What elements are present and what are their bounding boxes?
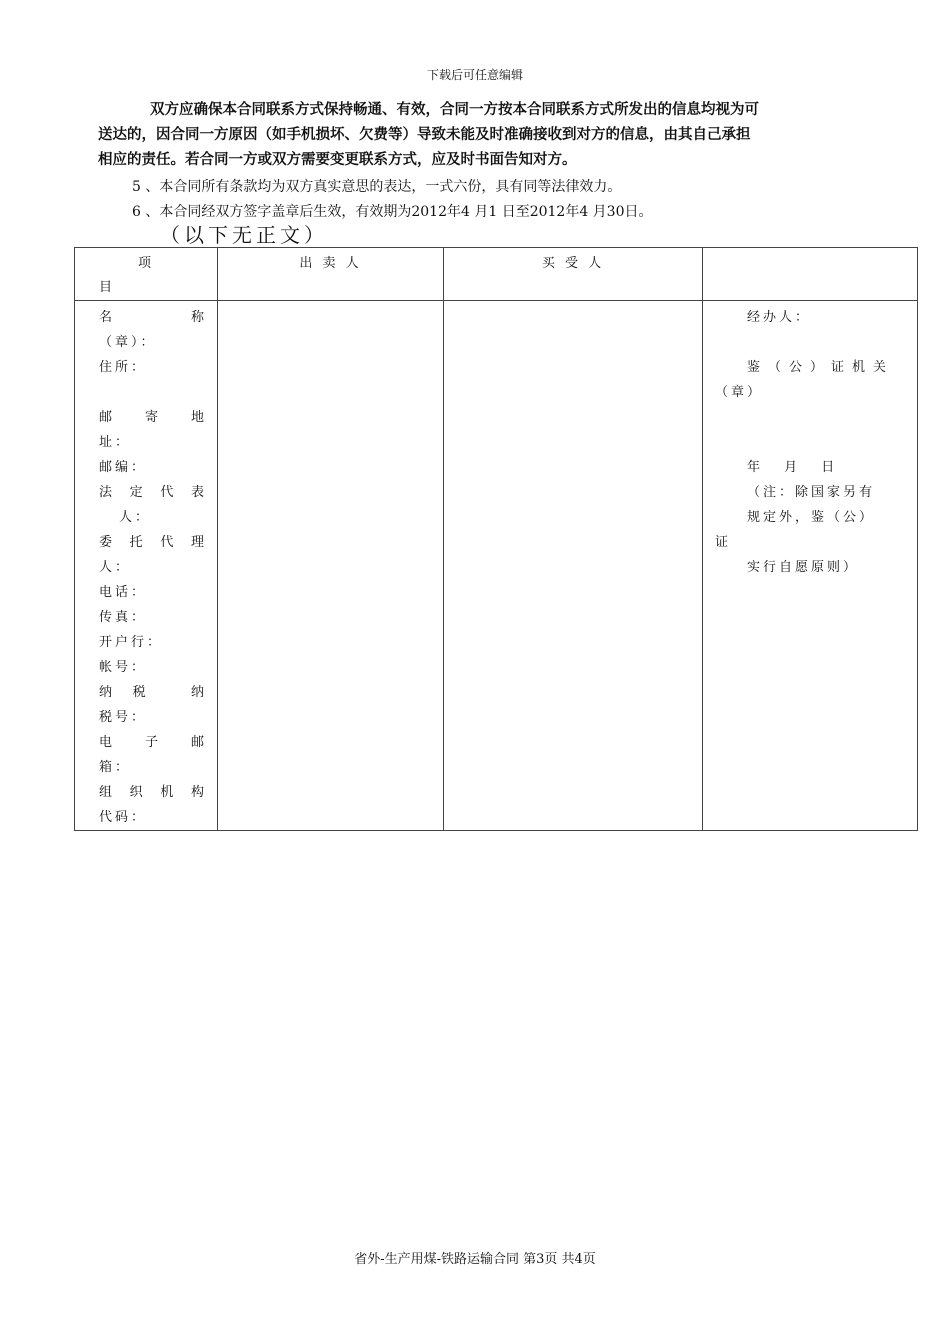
label-mail-address-2: 址：: [99, 435, 132, 450]
signature-table: [74, 247, 918, 831]
header-item: [75, 248, 218, 301]
notary-seal-label: （章）: [715, 385, 764, 400]
no-more-text: （以下无正文）: [160, 223, 328, 247]
label-postcode: 邮编：: [99, 460, 148, 475]
label-org-code-2: 代码：: [99, 810, 148, 825]
buyer-cell: [444, 301, 703, 831]
notary-cell: [703, 301, 918, 831]
header-buyer: 买 受 人: [444, 248, 703, 301]
label-address: 住所：: [99, 360, 148, 375]
label-bank: 开户行：: [99, 635, 164, 650]
label-tax: 纳税 纳: [99, 685, 207, 700]
paragraph-line-2: 送达的，因合同一方原因（如手机损坏、欠费等）导致未能及时准确接收到对方的信息，由其自己承担: [98, 126, 751, 143]
page-header: 下载后可任意编辑: [426, 68, 523, 82]
label-email-2: 箱：: [99, 760, 132, 775]
contact-paragraph: [98, 97, 854, 172]
paragraph-line-3: 相应的责任。若合同一方或双方需要变更联系方式，应及时书面告知对方。: [98, 151, 577, 168]
handler-label: 经办人：: [747, 310, 812, 325]
label-mail-address: 邮寄地: [99, 410, 207, 425]
label-tax-no: 税号：: [99, 710, 148, 725]
label-account: 帐号：: [99, 660, 148, 675]
note-line-1: （注：除国家另有: [747, 485, 876, 500]
label-blank: [99, 380, 207, 405]
label-seal: （章）：: [99, 335, 157, 350]
labels-cell: [75, 301, 218, 831]
note-line-3: 证: [715, 535, 732, 550]
label-agent: 委托代理: [99, 535, 207, 550]
note-line-2: 规定外，鉴（公）: [747, 510, 876, 525]
notary-org-label: 鉴（公）证机关: [747, 360, 895, 375]
clause-6: 6 、本合同经双方签字盖章后生效，有效期为2012年4 月1 日至2012年4 月30日。: [132, 204, 653, 220]
label-legal-rep-2: 人：: [119, 510, 152, 525]
clause-5: 5 、本合同所有条款均为双方真实意思的表达，一式六份，具有同等法律效力。: [132, 179, 622, 195]
date-label: 年 月 日: [747, 460, 838, 475]
header-empty: [703, 248, 918, 301]
header-item-line2: 目: [99, 280, 116, 295]
seller-cell: [218, 301, 444, 831]
label-email: 电子邮: [99, 735, 207, 750]
label-phone: 电话：: [99, 585, 148, 600]
note-line-4: 实行自愿原则）: [747, 560, 860, 575]
label-legal-rep: 法定代表: [99, 485, 207, 500]
header-seller: 出 卖 人: [218, 248, 444, 301]
label-fax: 传真：: [99, 610, 148, 625]
label-org-code: 组织机构: [99, 785, 207, 800]
page-footer: 省外-生产用煤-铁路运输合同 第3页 共4页: [354, 1252, 596, 1267]
header-item-line1: 项: [137, 256, 154, 271]
label-name: 名称: [99, 310, 207, 325]
paragraph-line-1: 双方应确保本合同联系方式保持畅通、有效，合同一方按本合同联系方式所发出的信息均视为可: [150, 101, 759, 118]
label-agent-2: 人：: [99, 560, 132, 575]
